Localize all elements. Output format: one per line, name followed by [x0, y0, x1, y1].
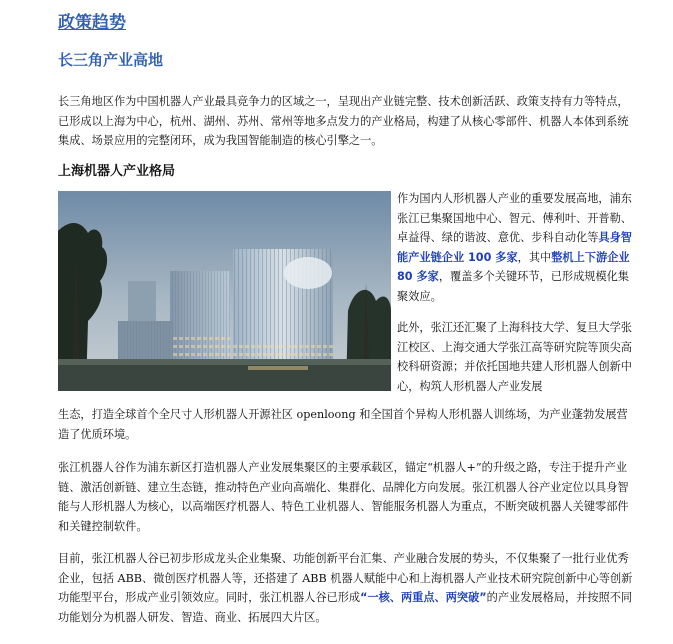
p3-paragraph-top: 此外，张江还汇聚了上海科技大学、复旦大学张江校区、上海交通大学张江高等研究院等顶尖高校科研资源；并依托国地共建人形机器人创新中心，构筑人形机器人产业发展	[397, 321, 632, 393]
p2-mid: ，其中	[517, 250, 552, 264]
section-title[interactable]: 政策趋势	[58, 13, 126, 33]
p2-paragraph	[397, 189, 637, 306]
shanghai-heading: 上海机器人产业格局	[58, 164, 176, 179]
current-status-paragraph	[58, 549, 636, 627]
highlight-structure: “一核、两重点、两突破”	[360, 591, 487, 604]
right-column	[397, 189, 637, 396]
robot-valley-paragraph: 张江机器人谷作为浦东新区打造机器人产业发展集聚区的主要承载区，锚定“机器人+”的升级之路，专注于提升产业链、激活创新链、建立生态链，推动特色产业向高端化、集群化、品牌化方向发展。张江机器人谷产业定位以具身智能与人形机器人为核心，以高端医疗机器人、特色工业机器人、智能服务机器人为重点，不断突破机器人关键零部件和关键控制软件。	[58, 461, 629, 533]
subsection-title: 长三角产业高地	[58, 51, 164, 69]
p2-tail: ，覆盖多个关键环节，已形成规模化集聚效应。	[397, 270, 630, 303]
highlight-complete-machine: 整机上下游企业 80 多家	[397, 250, 630, 283]
p2-text: 作为国内人形机器人产业的重要发展高地，浦东张江已集聚国地中心、智元、傅利叶、开普勒、卓益得、绿的谐波、意优、步科自动化等	[397, 192, 632, 244]
intro-paragraph: 长三角地区作为中国机器人产业最具竞争力的区域之一，呈现出产业链完整、技术创新活跃、政策支持有力等特点，已形成以上海为中心，杭州、湖州、苏州、常州等地多点发力的产业格局，构建了从核心零部件、机器人本体到系统集成、场景应用的完整闭环，成为我国智能制造的核心引擎之一。	[58, 95, 629, 147]
building-photo-illustration	[58, 191, 391, 391]
building-photo	[58, 191, 391, 391]
p5-text: 目前，张江机器人谷已初步形成龙头企业集聚、功能创新平台汇集、产业融合发展的势头，不仅集聚了一批行业优秀企业，包括 ABB、微创医疗机器人等，还搭建了 ABB 机器人赋能中心和上海机器人产业技术研究院创新中心等创新功能型平台，形成产业引领效应。同时，张江机器人谷已形成	[58, 552, 633, 604]
p5-tail: 的产业发展格局，并按照不同功能划分为机器人研发、智造、商业、拓展四大片区。	[58, 591, 633, 624]
p3-paragraph-bottom: 生态，打造全球首个全尺寸人形机器人开源社区 openloong 和全国首个异构人形机器人训练场，为产业蓬勃发展营造了优质环境。	[58, 408, 628, 441]
highlight-enterprises: 具身智能产业链企业 100 多家	[397, 231, 632, 264]
